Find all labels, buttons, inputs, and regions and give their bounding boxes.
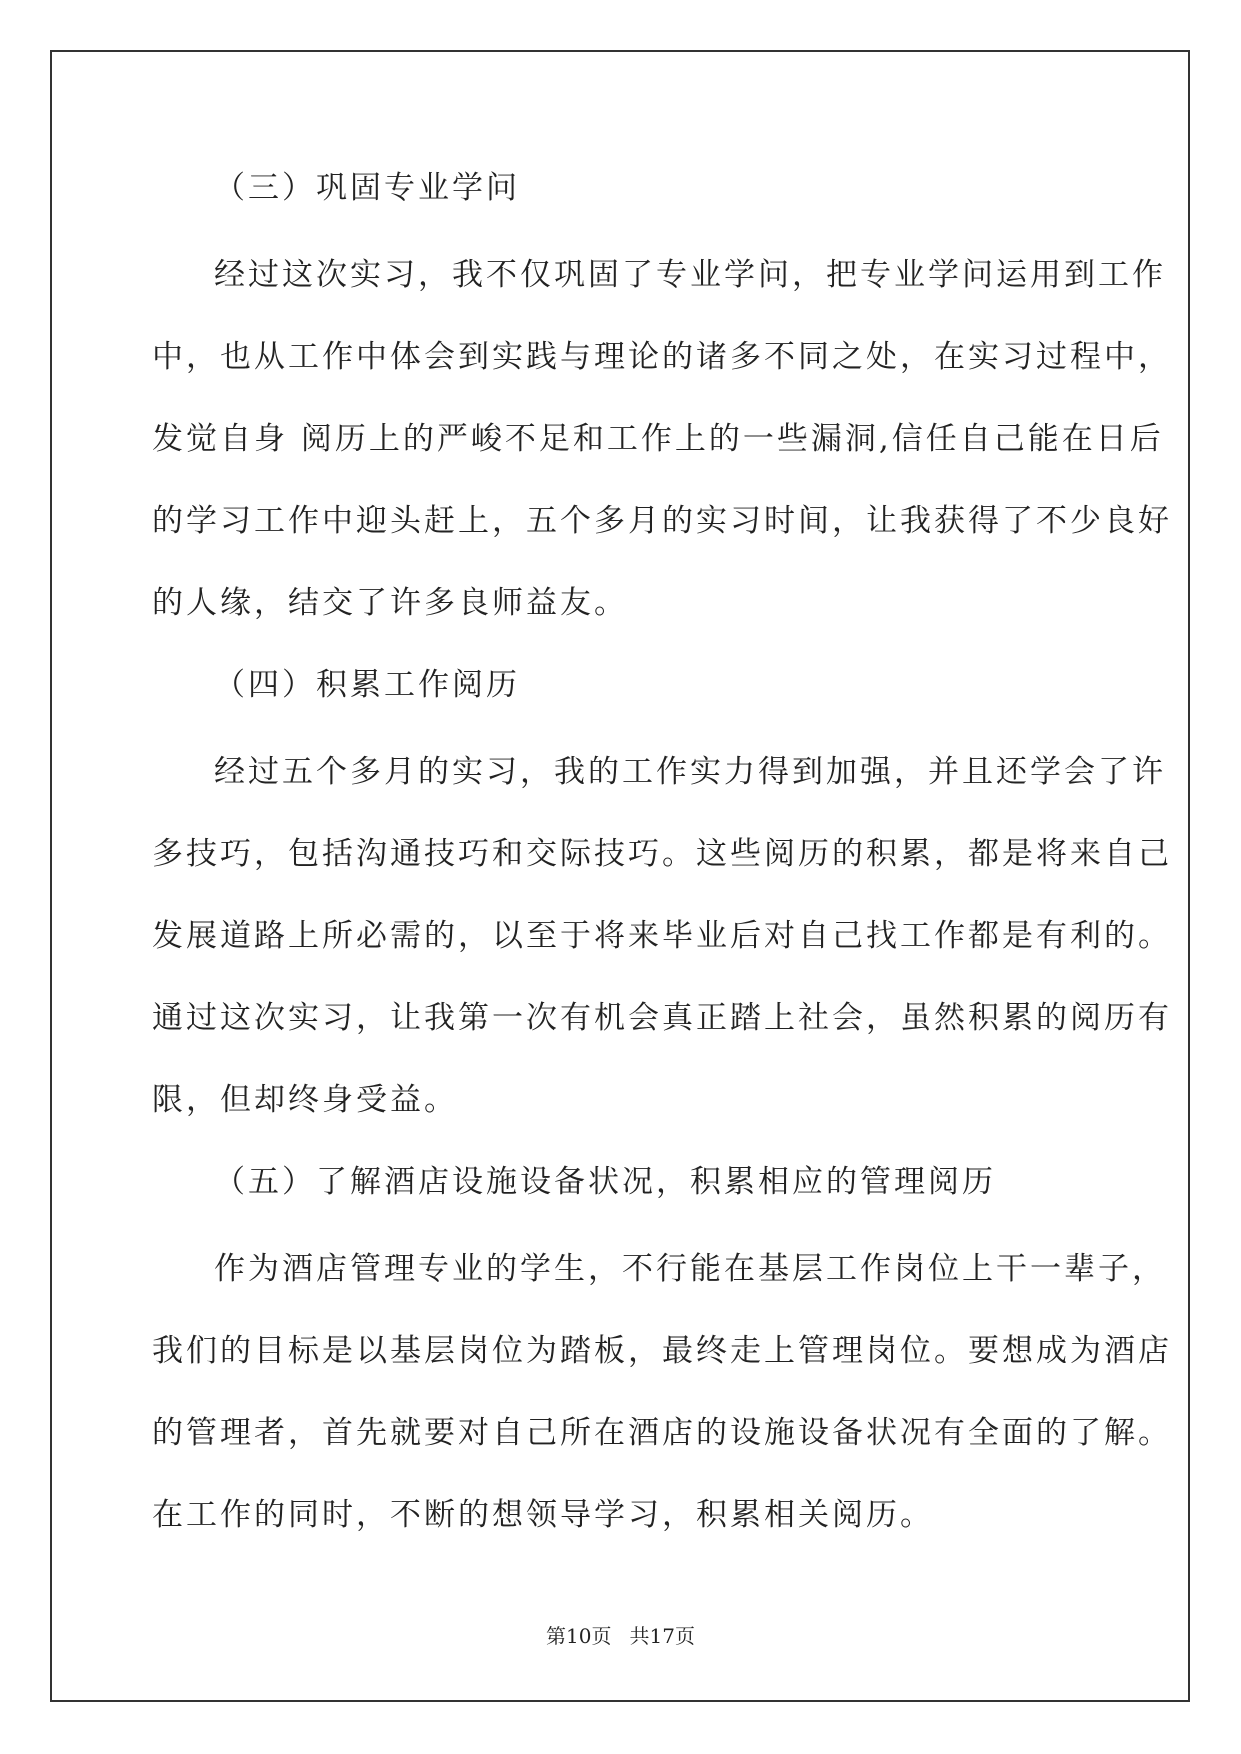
document-body bbox=[152, 168, 1172, 1577]
paragraph-line: 的学习工作中迎头赶上，五个多月的实习时间，让我获得了不少良好 bbox=[152, 503, 1172, 539]
paragraph-line: 限，但却终身受益。 bbox=[152, 1082, 458, 1118]
paragraph-line: 我们的目标是以基层岗位为踏板，最终走上管理岗位。要想成为酒店 bbox=[152, 1333, 1172, 1369]
section-heading: （五）了解酒店设施设备状况，积累相应的管理阅历 bbox=[214, 1164, 996, 1200]
page-footer bbox=[0, 1620, 1241, 1649]
section-heading: （三）巩固专业学问 bbox=[214, 170, 520, 206]
paragraph-line: 中，也从工作中体会到实践与理论的诸多不同之处，在实习过程中， bbox=[152, 339, 1172, 375]
paragraph-line: 在工作的同时，不断的想领导学习，积累相关阅历。 bbox=[152, 1497, 934, 1533]
paragraph-line: 发展道路上所必需的，以至于将来毕业后对自己找工作都是有利的。 bbox=[152, 918, 1172, 954]
page-number: 第10页 bbox=[546, 1624, 612, 1648]
paragraph-line: 的人缘，结交了许多良师益友。 bbox=[152, 585, 628, 621]
page-total: 共17页 bbox=[629, 1624, 695, 1648]
paragraph-line: 经过这次实习，我不仅巩固了专业学问，把专业学问运用到工作 bbox=[214, 257, 1166, 293]
paragraph-line: 的管理者，首先就要对自己所在酒店的设施设备状况有全面的了解。 bbox=[152, 1415, 1172, 1451]
paragraph-line: 经过五个多月的实习，我的工作实力得到加强，并且还学会了许 bbox=[214, 754, 1166, 790]
paragraph-line: 发觉自身 阅历上的严峻不足和工作上的一些漏洞,信任自己能在日后 bbox=[152, 421, 1164, 457]
paragraph-line: 作为酒店管理专业的学生，不行能在基层工作岗位上干一辈子， bbox=[214, 1251, 1166, 1287]
paragraph-line: 多技巧，包括沟通技巧和交际技巧。这些阅历的积累，都是将来自己 bbox=[152, 836, 1172, 872]
paragraph-line: 通过这次实习，让我第一次有机会真正踏上社会，虽然积累的阅历有 bbox=[152, 1000, 1172, 1036]
section-heading: （四）积累工作阅历 bbox=[214, 667, 520, 703]
